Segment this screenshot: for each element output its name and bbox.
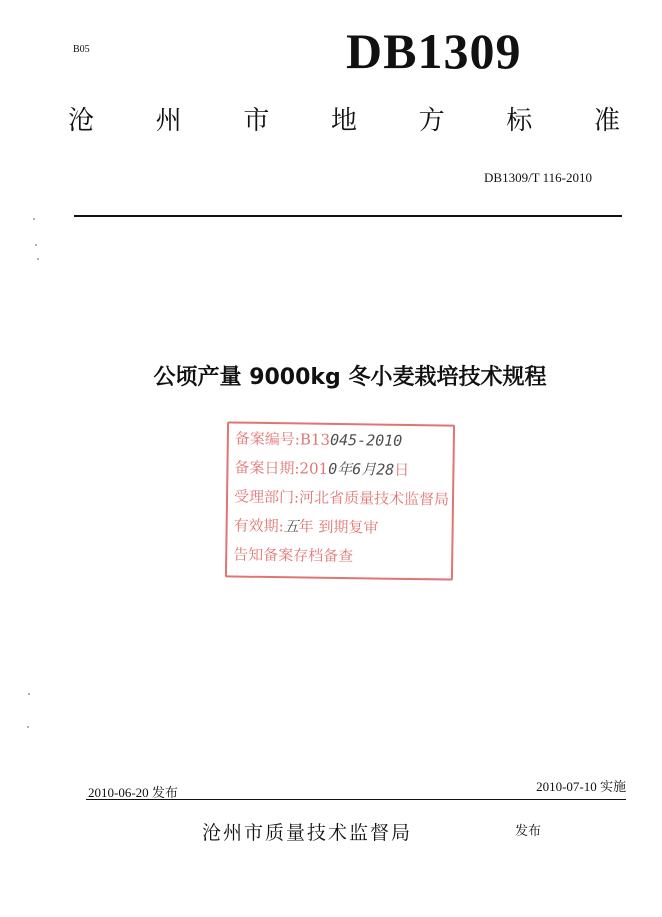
standard-type-char: 方 <box>418 106 445 136</box>
stamp-handwriting: 五 <box>283 517 299 536</box>
classification-code: B05 <box>73 44 90 55</box>
scan-speck <box>37 258 39 260</box>
filing-stamp <box>225 421 455 580</box>
stamp-handwriting: 0年6月28 <box>328 459 395 479</box>
scan-speck <box>33 218 35 220</box>
stamp-line-validity <box>234 515 379 538</box>
scan-speck <box>27 726 29 728</box>
standard-type-char: 州 <box>155 106 182 136</box>
stamp-label: 备案编号:B13 <box>234 429 331 449</box>
stamp-label: 日 <box>394 460 410 479</box>
standard-type-char: 地 <box>330 106 357 136</box>
scan-speck <box>28 693 30 695</box>
standard-type-char: 沧 <box>68 106 95 136</box>
footer-divider <box>86 799 626 800</box>
issue-date: 2010-06-20 发布 <box>88 785 178 800</box>
stamp-handwriting: 045-2010 <box>329 430 403 450</box>
stamp-label: 年 到期复审 <box>298 517 379 537</box>
stamp-line-filing-date <box>234 457 409 480</box>
standard-type <box>68 108 620 134</box>
stamp-label: 备案日期:201 <box>234 458 329 478</box>
stamp-label: 有效期: <box>233 516 284 536</box>
standard-code: DB1309 <box>346 23 522 79</box>
issuing-authority: 沧州市质量技术监督局 <box>202 822 413 844</box>
stamp-line-filing-number <box>235 428 403 451</box>
scan-speck <box>35 244 37 246</box>
standard-type-char: 准 <box>593 106 620 136</box>
document-title: 公顷产量 9000kg 冬小麦栽培技术规程 <box>153 365 547 390</box>
header-divider <box>74 215 622 217</box>
publish-label: 发布 <box>515 824 542 839</box>
standard-type-char: 标 <box>506 106 533 136</box>
standard-number: DB1309/T 116-2010 <box>484 170 592 185</box>
stamp-line-department: 受理部门:河北省质量技术监督局 <box>233 487 450 509</box>
implementation-date: 2010-07-10 实施 <box>536 779 626 794</box>
standard-type-char: 市 <box>243 106 270 136</box>
stamp-line-notice: 告知备案存档备查 <box>233 545 354 566</box>
